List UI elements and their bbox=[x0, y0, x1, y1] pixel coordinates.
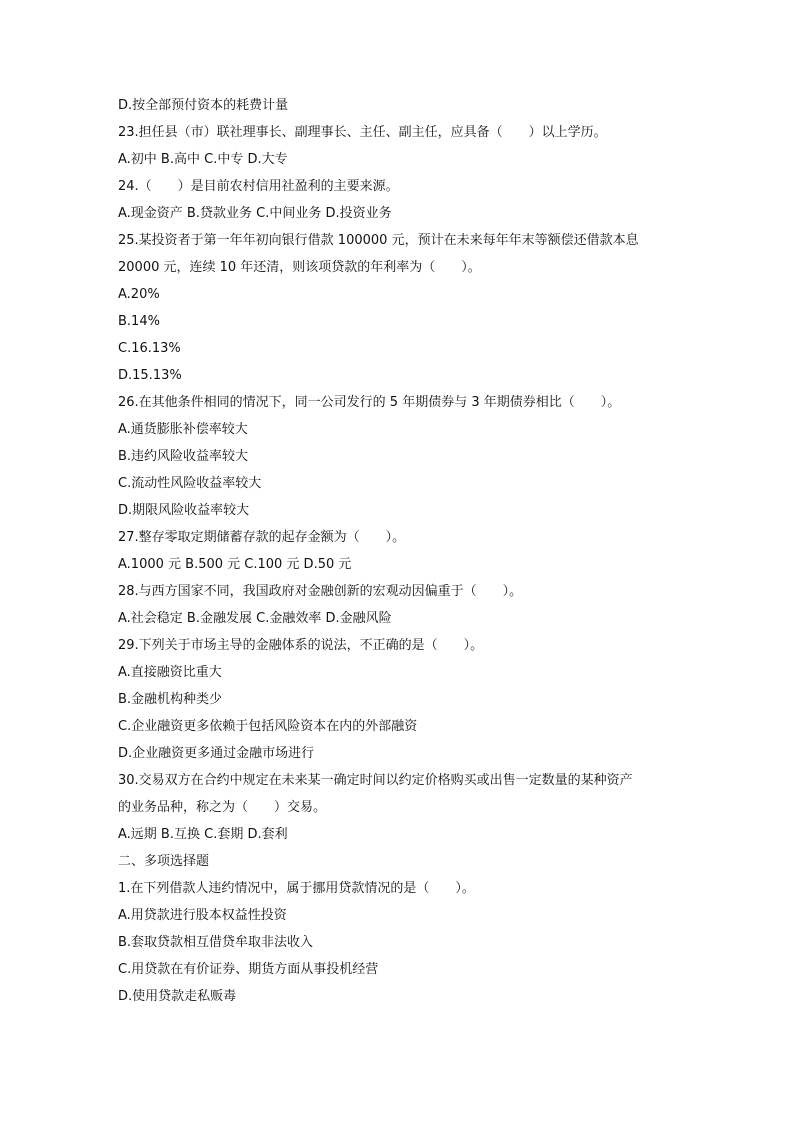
question-27: 27.整存零取定期储蓄存款的起存金额为（ ）。 bbox=[118, 530, 406, 545]
option-29-d: D.企业融资更多通过金融市场进行 bbox=[118, 746, 315, 761]
option-29-b: B.金融机构种类少 bbox=[118, 692, 223, 707]
question-29: 29.下列关于市场主导的金融体系的说法，不正确的是（ ）。 bbox=[118, 638, 484, 653]
options-30: A.远期 B.互换 C.套期 D.套利 bbox=[118, 827, 288, 842]
question-28: 28.与西方国家不同，我国政府对金融创新的宏观动因偏重于（ ）。 bbox=[118, 584, 523, 599]
option-25-b: B.14% bbox=[118, 314, 160, 329]
option-26-b: B.违约风险收益率较大 bbox=[118, 449, 249, 464]
multi-option-1-d: D.使用贷款走私贩毒 bbox=[118, 989, 237, 1004]
question-30: 30.交易双方在合约中规定在未来某一确定时间以约定价格购买或出售一定数量的某种资产 bbox=[118, 773, 633, 788]
section-heading: 二、多项选择题 bbox=[118, 854, 210, 869]
option-26-a: A.通货膨胀补偿率较大 bbox=[118, 422, 248, 437]
multi-option-1-a: A.用贷款进行股本权益性投资 bbox=[118, 908, 287, 923]
question-30-cont: 的业务品种，称之为（ ）交易。 bbox=[118, 800, 327, 815]
multi-option-1-c: C.用贷款在有价证券、期货方面从事投机经营 bbox=[118, 962, 379, 977]
option-29-c: C.企业融资更多依赖于包括风险资本在内的外部融资 bbox=[118, 719, 418, 734]
options-24: A.现金资产 B.贷款业务 C.中间业务 D.投资业务 bbox=[118, 206, 392, 221]
options-23: A.初中 B.高中 C.中专 D.大专 bbox=[118, 152, 288, 167]
option-26-d: D.期限风险收益率较大 bbox=[118, 503, 250, 518]
question-23: 23.担任县（市）联社理事长、副理事长、主任、副主任，应具备（ ）以上学历。 bbox=[118, 125, 607, 140]
text-line: D.按全部预付资本的耗费计量 bbox=[118, 98, 289, 113]
options-27: A.1000 元 B.500 元 C.100 元 D.50 元 bbox=[118, 557, 352, 572]
option-25-d: D.15.13% bbox=[118, 368, 182, 383]
multi-option-1-b: B.套取贷款相互借贷牟取非法收入 bbox=[118, 935, 314, 950]
question-25: 25.某投资者于第一年年初向银行借款 100000 元，预计在未来每年年末等额偿还借款本息 bbox=[118, 233, 639, 248]
option-25-a: A.20% bbox=[118, 287, 160, 302]
options-28: A.社会稳定 B.金融发展 C.金融效率 D.金融风险 bbox=[118, 611, 392, 626]
question-24: 24.（ ）是目前农村信用社盈利的主要来源。 bbox=[118, 179, 399, 194]
multi-question-1: 1.在下列借款人违约情况中，属于挪用贷款情况的是（ ）。 bbox=[118, 881, 475, 896]
option-26-c: C.流动性风险收益率较大 bbox=[118, 476, 262, 491]
option-25-c: C.16.13% bbox=[118, 341, 181, 356]
question-25-cont: 20000 元，连续 10 年还清，则该项贷款的年利率为（ ）。 bbox=[118, 260, 481, 275]
option-29-a: A.直接融资比重大 bbox=[118, 665, 222, 680]
document-page bbox=[118, 92, 718, 1010]
question-26: 26.在其他条件相同的情况下，同一公司发行的 5 年期债券与 3 年期债券相比（ ）。 bbox=[118, 395, 621, 410]
